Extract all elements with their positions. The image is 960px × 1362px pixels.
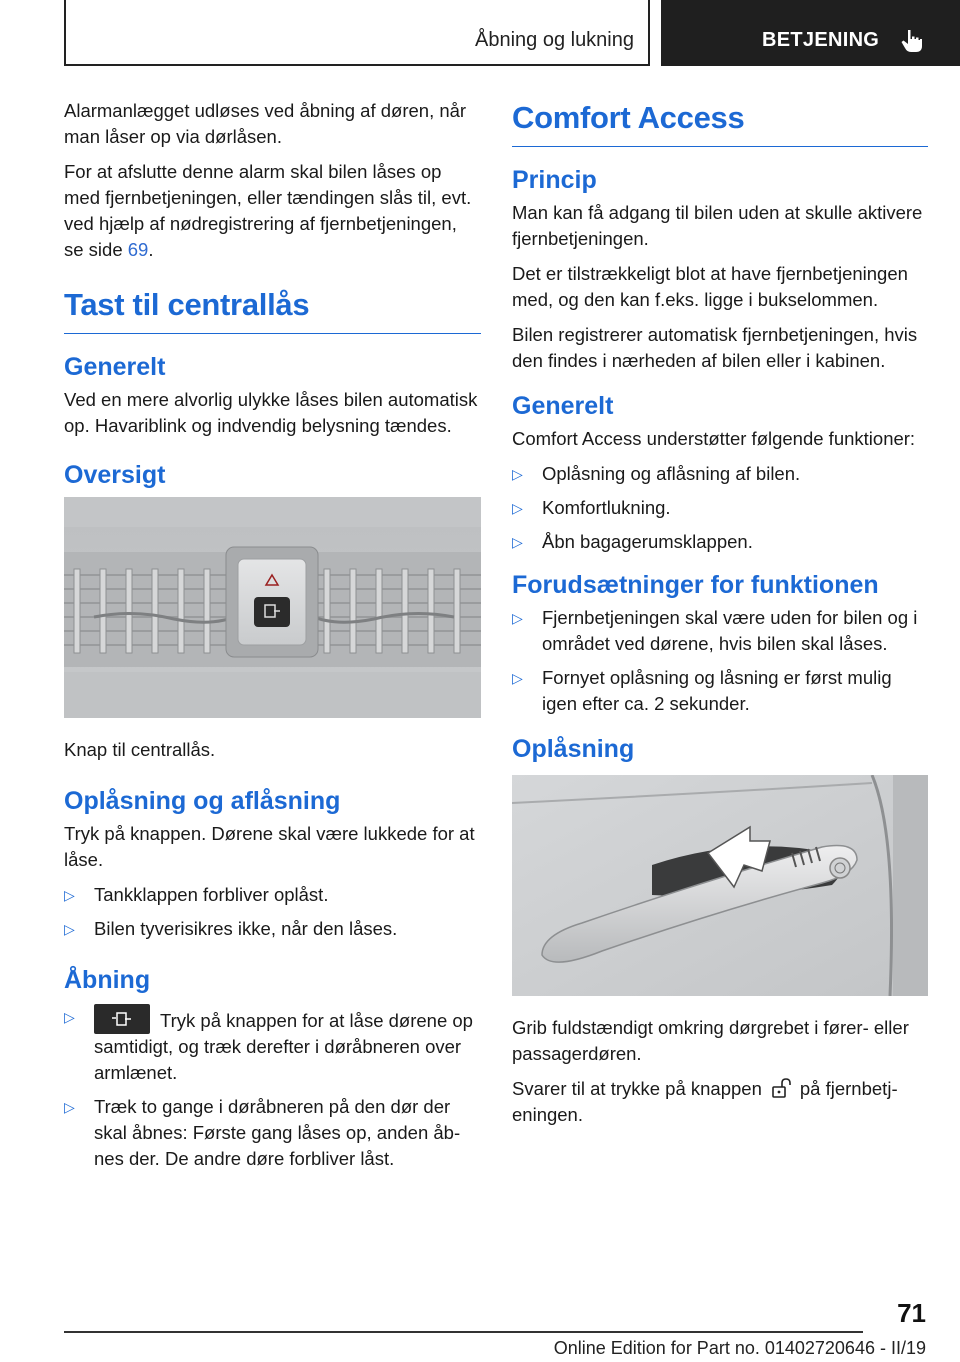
generelt-left-paragraph: Ved en mere alvorlig ulykke låses bilen automatisk op. Havariblink og indvendig belysning tændes. <box>64 389 478 436</box>
heading-oplaasning-right: Oplåsning <box>512 735 635 763</box>
list-item: ▷ Tryk på knappen for at låse dørene op samtidigt, og træk derefter i døråbneren over armlænet. <box>64 1004 481 1086</box>
oplaasning-list <box>64 882 481 942</box>
heading-princip: Princip <box>512 166 597 194</box>
page-number: 71 <box>897 1298 926 1328</box>
right-column <box>512 98 928 1137</box>
triangle-bullet-icon: ▷ <box>64 1009 75 1025</box>
generelt-right-paragraph: Comfort Access understøtter følgende funktioner: <box>512 428 916 449</box>
list-item: ▷ Træk to gange i døråbneren på den dør der skal åbnes: Første gang låses op, anden åbnes der. De andre døre forbliver låst. <box>64 1096 461 1169</box>
heading-comfort-access: Comfort Access <box>512 98 928 147</box>
triangle-bullet-icon: ▷ <box>64 921 75 937</box>
svarer-paragraph <box>512 1076 928 1128</box>
page-link-69[interactable]: 69 <box>127 239 149 260</box>
header-section-box <box>64 0 650 66</box>
footer-divider <box>64 1331 863 1333</box>
heading-aabning: Åbning <box>64 966 151 994</box>
list-item: ▷ Oplåsning og aflåsning af bilen. <box>512 461 928 487</box>
unlock-icon <box>770 1077 792 1099</box>
triangle-bullet-icon: ▷ <box>512 610 523 626</box>
header-chapter-box <box>661 0 960 66</box>
heading-oversigt: Oversigt <box>64 461 166 489</box>
heading-forudsaetninger: Forudsætninger for funktionen <box>512 571 879 599</box>
list-item: ▷ Tankklappen forbliver oplåst. <box>64 882 481 908</box>
list-item: ▷ Fjernbetjeningen skal være uden for bilen og i området ved dørene, hvis bilen skal låses. <box>512 607 918 654</box>
door-handle-image <box>512 775 928 1001</box>
princip-paragraph-3: Bilen registrerer automatisk fjernbetjeningen, hvis den findes i nærheden af bilen eller i kabinen. <box>512 324 918 371</box>
footer-edition: Online Edition for Part no. 01402720646 - II/19 <box>553 1338 926 1358</box>
header-section-title: Åbning og lukning <box>474 29 634 51</box>
triangle-bullet-icon: ▷ <box>512 670 523 686</box>
heading-central-lock-key: Tast til centrallås <box>64 285 481 334</box>
hand-pointer-icon <box>899 28 925 54</box>
heading-generelt-right: Generelt <box>512 392 614 420</box>
oplaasning-paragraph: Tryk på knappen. Dørene skal være lukkede for at låse. <box>64 823 475 870</box>
svarer-text-a: Svarer til at trykke på knappen <box>512 1078 762 1099</box>
list-item: ▷ Fornyet oplåsning og låsning er først mulig igen efter ca. 2 sekunder. <box>512 667 892 714</box>
forudsaetninger-list <box>512 605 928 717</box>
princip-paragraph-1: Man kan få adgang til bilen uden at skulle aktivere fjernbetjeningen. <box>512 202 923 249</box>
princip-paragraph-2: Det er tilstrækkeligt blot at have fjernbetjeningen med, og den kan f.eks. ligge i bukselommen. <box>512 263 908 310</box>
intro-paragraph-2 <box>64 159 481 263</box>
heading-oplaasning-aflaasning: Oplåsning og aflåsning <box>64 787 341 815</box>
header-chapter-title: BETJENING <box>762 29 880 51</box>
central-lock-button-icon <box>94 1004 150 1034</box>
heading-generelt-left: Generelt <box>64 353 166 381</box>
left-column <box>64 98 481 1180</box>
list-item: ▷ Komfortlukning. <box>512 495 928 521</box>
intro-paragraph-2-text: For at afslutte denne alarm skal bilen låses op med fjernbetjeningen, eller tændingen slås til, evt. ved hjælp af nødregistrering af fjernbetjeningen, se side <box>64 161 472 260</box>
svarer-text-b: på fjernbetjeningen. <box>512 1078 898 1125</box>
central-lock-button-image <box>64 497 481 723</box>
grib-paragraph: Grib fuldstændigt omkring dørgrebet i fører- eller passagerdøren. <box>512 1017 909 1064</box>
figure-caption-central-lock: Knap til centrallås. <box>64 739 216 760</box>
list-item: ▷ Bilen tyverisikres ikke, når den låses. <box>64 916 481 942</box>
intro-paragraph-1: Alarmanlægget udløses ved åbning af døren, når man låser op via dørlåsen. <box>64 100 467 147</box>
aabning-list <box>64 1004 481 1172</box>
list-item: ▷ Åbn bagagerumsklappen. <box>512 529 928 555</box>
intro-paragraph-2-end: . <box>148 239 154 260</box>
triangle-bullet-icon: ▷ <box>512 466 523 482</box>
triangle-bullet-icon: ▷ <box>64 887 75 903</box>
generelt-list <box>512 461 928 555</box>
triangle-bullet-icon: ▷ <box>512 500 523 516</box>
triangle-bullet-icon: ▷ <box>512 534 523 550</box>
triangle-bullet-icon: ▷ <box>64 1099 75 1115</box>
